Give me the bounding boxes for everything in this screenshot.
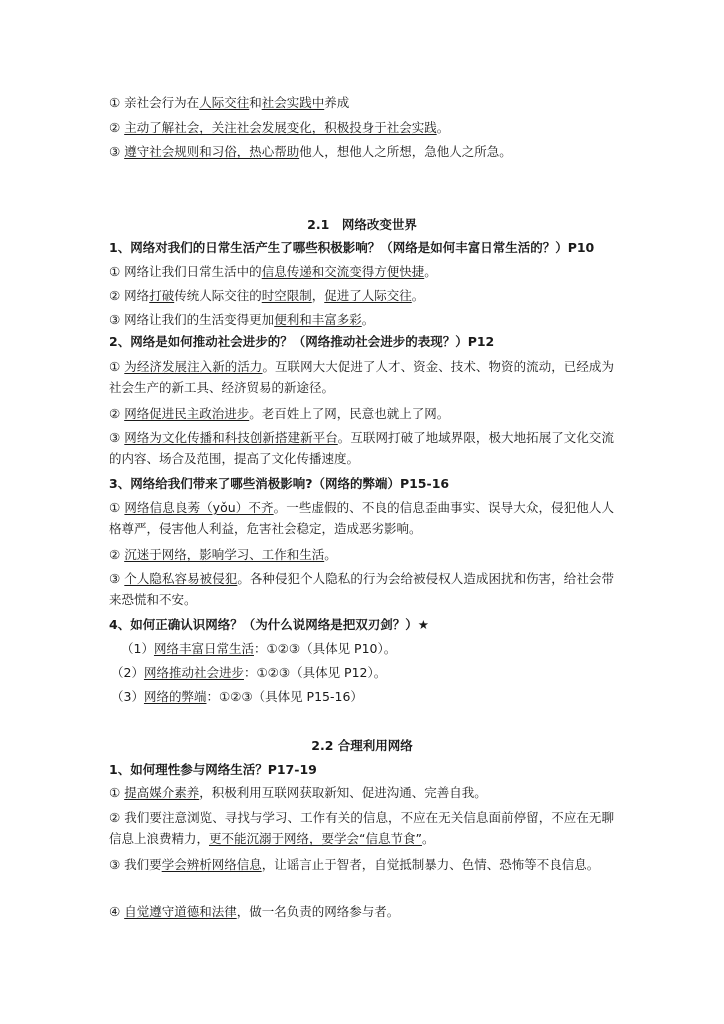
section-title-2-2: 2.2 合理利用网络 <box>311 738 413 753</box>
question-heading-1: 1、网络对我们的日常生活产生了哪些积极影响？（网络是如何丰富日常生活的？）P10 <box>109 240 595 255</box>
answer-item: ② 我们要注意浏览、寻找与学习、工作有关的信息，不应在无关信息面前停留，不应在无聊信息上浪费精力，更不能沉溺于网络，要学会“信息节食”。 <box>109 810 614 846</box>
intro-item-1: ① 亲社会行为在人际交往和社会实践中养成 <box>109 95 350 110</box>
answer-item: ① 网络信息良莠（yǒu）不齐。一些虚假的、不良的信息歪曲事实、误导大众，侵犯他人人格尊严，侵害他人利益，危害社会稳定，造成恶劣影响。 <box>109 500 614 536</box>
answer-item: ① 网络让我们日常生活中的信息传递和交流变得方便快捷。 <box>109 264 437 279</box>
answer-item: ③ 我们要学会辨析网络信息，让谣言止于智者，自觉抵制暴力、色情、恐怖等不良信息。 <box>109 857 600 872</box>
intro-item-3: ③ 遵守社会规则和习俗，热心帮助他人，想他人之所想，急他人之所急。 <box>109 144 512 159</box>
answer-item: ① 为经济发展注入新的活力。互联网大大促进了人才、资金、技术、物资的流动，已经成为社会生产的新工具、经济贸易的新途径。 <box>109 359 614 395</box>
question-heading-3: 3、网络给我们带来了哪些消极影响?（网络的弊端）P15-16 <box>109 476 450 491</box>
answer-item: （2）网络推动社会进步：①②③（具体见 P12）。 <box>111 665 387 680</box>
answer-item: ④ 自觉遵守道德和法律，做一名负责的网络参与者。 <box>109 904 400 919</box>
answer-item: （3）网络的弊端：①②③（具体见 P15-16） <box>111 689 363 704</box>
answer-item: ③ 网络为文化传播和科技创新搭建新平台。互联网打破了地域界限，极大地拓展了文化交流的内容、场合及范围，提高了文化传播速度。 <box>109 430 614 466</box>
intro-item-2: ② 主动了解社会，关注社会发展变化，积极投身于社会实践。 <box>109 120 450 135</box>
answer-item: ① 提高媒介素养，积极利用互联网获取新知、促进沟通、完善自我。 <box>109 785 487 800</box>
question-heading-2: 2、网络是如何推动社会进步的？（网络推动社会进步的表现？）P12 <box>109 334 495 349</box>
answer-item: （1）网络丰富日常生活：①②③（具体见 P10）。 <box>121 641 397 656</box>
question-heading-4: 4、如何正确认识网络？（为什么说网络是把双刃剑？）★ <box>109 617 429 632</box>
section-title-2-1: 2.1 网络改变世界 <box>307 217 417 232</box>
answer-item: ② 网络促进民主政治进步。老百姓上了网，民意也就上了网。 <box>109 406 450 421</box>
question-heading-5: 1、如何理性参与网络生活？P17-19 <box>109 762 317 777</box>
answer-item: ② 沉迷于网络，影响学习、工作和生活。 <box>109 547 337 562</box>
answer-item: ③ 个人隐私容易被侵犯。各种侵犯个人隐私的行为会给被侵权人造成困扰和伤害，给社会带来恐慌和不安。 <box>109 571 614 607</box>
answer-item: ③ 网络让我们的生活变得更加便利和丰富多彩。 <box>109 312 375 327</box>
answer-item: ② 网络打破传统人际交往的时空限制，促进了人际交往。 <box>109 288 425 303</box>
